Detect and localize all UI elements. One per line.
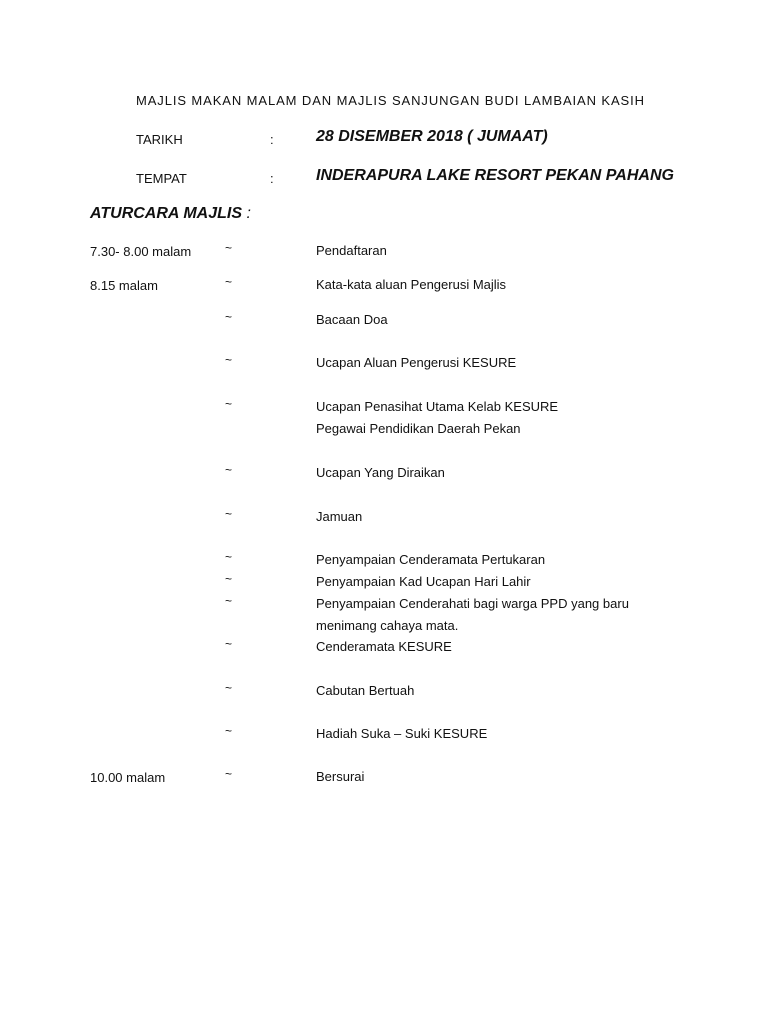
agenda-item-description (316, 593, 629, 637)
agenda-item-description (316, 571, 531, 593)
agenda-item-separator: ~ (225, 572, 233, 586)
date-colon: : (270, 132, 274, 147)
agenda-item-line: Penyampaian Cenderamata Pertukaran (316, 552, 546, 567)
agenda-item-description (316, 723, 487, 745)
agenda-item-separator: ~ (225, 507, 233, 521)
agenda-item-time: 10.00 malam (90, 770, 166, 785)
agenda-item-line: Pendaftaran (316, 243, 387, 258)
agenda-item-separator: ~ (225, 681, 233, 695)
agenda-item-line: Penyampaian Cenderahati bagi warga PPD yang baru (316, 596, 629, 611)
agenda-item-separator: ~ (225, 463, 233, 477)
agenda-item-description (316, 462, 445, 484)
date-value: 28 DISEMBER 2018 ( JUMAAT) (316, 128, 548, 145)
agenda-item-separator: ~ (225, 275, 233, 289)
agenda-item-line: Cenderamata KESURE (316, 639, 452, 654)
agenda-item-time: 7.30- 8.00 malam (90, 244, 192, 259)
agenda-item-line: Jamuan (316, 509, 363, 524)
document-title: MAJLIS MAKAN MALAM DAN MAJLIS SANJUNGAN BUDI LAMBAIAN KASIH (136, 93, 645, 108)
agenda-item-line: Ucapan Aluan Pengerusi KESURE (316, 355, 517, 370)
agenda-item-separator: ~ (225, 353, 233, 367)
agenda-item-separator: ~ (225, 767, 233, 781)
agenda-item-description (316, 636, 452, 658)
agenda-item-line: Cabutan Bertuah (316, 683, 415, 698)
agenda-item-description (316, 506, 362, 528)
venue-colon: : (270, 171, 274, 186)
agenda-item-time: 8.15 malam (90, 278, 158, 293)
agenda-item-description (316, 680, 414, 702)
agenda-item-description (316, 240, 387, 262)
agenda-item-separator: ~ (225, 594, 233, 608)
agenda-heading-colon: : (246, 205, 251, 222)
agenda-item-line: Bacaan Doa (316, 312, 388, 327)
agenda-item-line: Penyampaian Kad Ucapan Hari Lahir (316, 574, 531, 589)
agenda-item-separator: ~ (225, 241, 233, 255)
agenda-item-line: Hadiah Suka – Suki KESURE (316, 726, 488, 741)
agenda-item-separator: ~ (225, 724, 233, 738)
agenda-item-separator: ~ (225, 550, 233, 564)
agenda-item-description (316, 274, 506, 296)
agenda-item-description (316, 766, 364, 788)
agenda-item-description (316, 396, 558, 440)
agenda-heading-text: ATURCARA MAJLIS (90, 205, 242, 222)
agenda-item-line: Bersurai (316, 769, 365, 784)
agenda-item-line: Pegawai Pendidikan Daerah Pekan (316, 421, 521, 436)
agenda-item-description (316, 549, 545, 571)
agenda-item-line: Ucapan Penasihat Utama Kelab KESURE (316, 399, 559, 414)
agenda-item-separator: ~ (225, 637, 233, 651)
venue-value: INDERAPURA LAKE RESORT PEKAN PAHANG (316, 167, 674, 184)
agenda-item-line: menimang cahaya mata. (316, 618, 459, 633)
agenda-item-line: Ucapan Yang Diraikan (316, 465, 445, 480)
agenda-item-separator: ~ (225, 397, 233, 411)
agenda-item-description (316, 309, 388, 331)
date-label: TARIKH (136, 132, 183, 147)
agenda-item-separator: ~ (225, 310, 233, 324)
agenda-item-line: Kata-kata aluan Pengerusi Majlis (316, 277, 507, 292)
venue-label: TEMPAT (136, 171, 187, 186)
agenda-item-description (316, 352, 516, 374)
